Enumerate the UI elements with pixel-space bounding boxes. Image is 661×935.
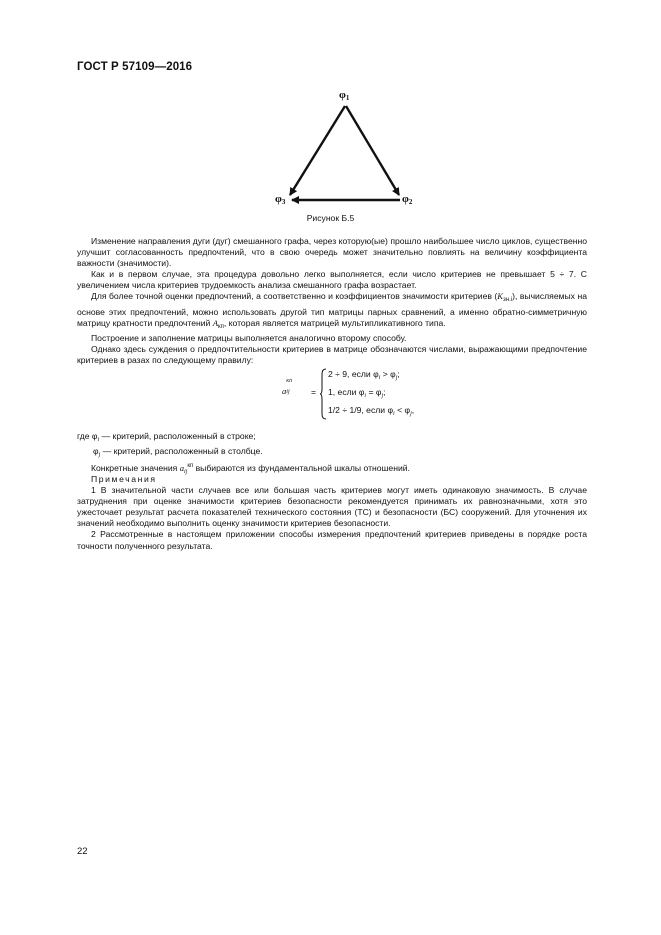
paragraph-2: Как и в первом случае, эта процедура довольно легко выполняется, если число критериев не превышает 5 ÷ 7. С увеличением числа критериев трудоемкость анализа смешанного графа возрастает.: [77, 269, 587, 291]
mixed-graph-figure: [260, 88, 430, 216]
formula-case-2: 1, если $\varphi_i = \varphi_j$;: [328, 387, 386, 399]
paragraph-3: Для более точной оценки предпочтений, а соответственно и коэффициентов значимости критериев $(K_{зн.i})$, вычисляемых на основе этих предпочтений, можно использовать другой тип матрицы парных сравнений, а именно обратно-симметричную матрицу кратности предпочтений $A_{кп}$, которая является матрицей мультипликативного типа.: [77, 291, 587, 330]
edge-phi1-phi3: [290, 106, 345, 195]
legend-line-3: Конкретные значения $a_{ij}^{кп}$ выбираются из фундаментальной шкалы отношений.: [91, 463, 410, 476]
paragraph-1: Изменение направления дуги (дуг) смешанного графа, через которую(ые) прошло наибольшее число циклов, существенно улучшит согласованность предпочтений, что в свою очередь может значительно повлиять на величину коэффициента важности (значимости).: [77, 236, 587, 269]
page-number: 22: [77, 846, 88, 857]
legend-line-1: где $\varphi_i$ — критерий, расположенный в строке;: [77, 431, 256, 443]
formula-equals: =: [311, 387, 317, 397]
edge-phi1-phi2: [346, 106, 399, 195]
legend-line-2: $\varphi_j$ — критерий, расположенный в столбце.: [93, 446, 263, 459]
note-1: 1 В значительной части случаев все или большая часть критериев могут иметь одинаковую значимость. В случае затруднения при оценке значимости критериев безопасности рекомендуется принимать их равнозначными, хотя это ужесточает результат расчета показателей технического состояния (ТС) и безопасности (БС) сооружений. Для уточнения их значений необходимо выполнить оценку значимости критериев безопасности.: [77, 485, 587, 529]
node-phi1-label: $\varphi_1$: [339, 89, 350, 102]
paragraph-4: Построение и заполнение матрицы выполняется аналогично второму способу.: [91, 332, 407, 343]
preference-formula: [282, 367, 482, 421]
formula-legend: [77, 431, 587, 478]
paragraph-5: Однако здесь суждения о предпочтительности критериев в матрице обозначаются числами, выражающими предпочтение критериев в разах по следующему правилу:: [77, 343, 587, 365]
figure-caption: Рисунок Б.5: [306, 213, 355, 223]
formula-lhs: a кп ij: [282, 378, 293, 396]
formula-case-3: 1/2 ÷ 1/9, если $\varphi_i < \varphi_j$,: [328, 405, 415, 417]
node-phi2-label: $\varphi_2$: [402, 193, 413, 206]
note-2: 2 Рассмотренные в настоящем приложении способы измерения предпочтений критериев приведены в порядке роста точности полученного результата.: [77, 529, 587, 551]
formula-case-1: 2 ÷ 9, если $\varphi_i > \varphi_j$;: [328, 369, 400, 381]
body-text: [77, 236, 587, 366]
notes-section: [77, 474, 587, 552]
notes-title: Примечания: [91, 474, 157, 484]
node-phi3-label: $\varphi_3$: [275, 193, 286, 206]
document-header: ГОСТ Р 57109—2016: [77, 61, 193, 73]
formula-brace: [320, 368, 328, 420]
